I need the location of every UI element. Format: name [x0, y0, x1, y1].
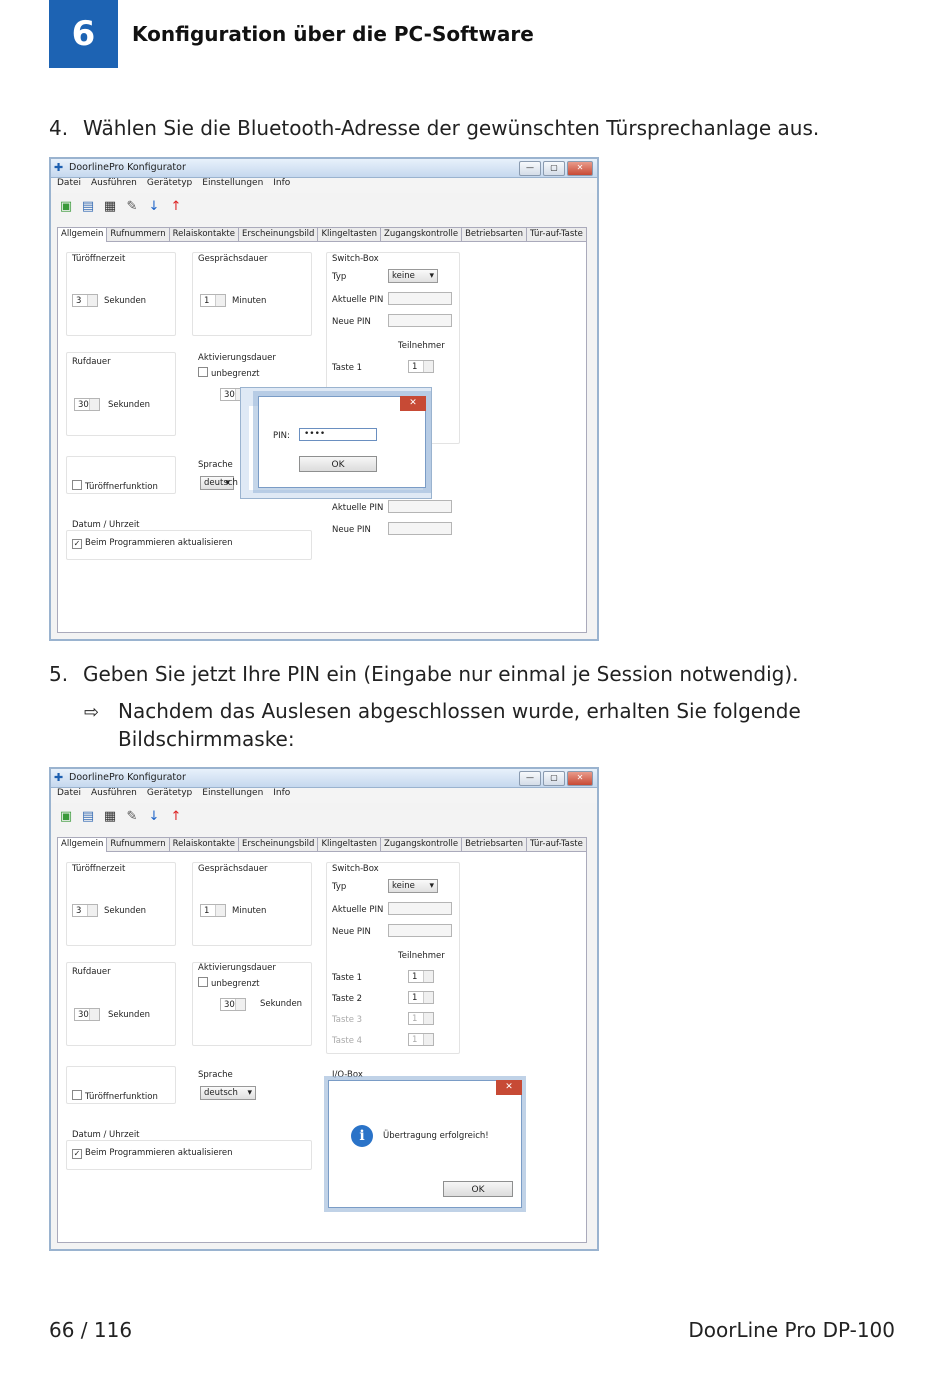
- page-number: 66 / 116: [49, 1318, 133, 1342]
- teilnehmer-label: Teilnehmer: [398, 341, 445, 351]
- pin-ok-button[interactable]: OK: [299, 456, 377, 472]
- rufdauer-label: Rufdauer: [72, 357, 111, 367]
- menu-geraetetyp[interactable]: Gerätetyp: [146, 788, 193, 798]
- tab-klingeltasten[interactable]: Klingeltasten: [317, 837, 381, 851]
- tab-tuer-auf-taste[interactable]: Tür-auf-Taste: [526, 227, 587, 241]
- neue-pin-field[interactable]: [388, 314, 452, 327]
- minimize-button[interactable]: —: [519, 771, 541, 786]
- settings-panel: [57, 852, 587, 1243]
- aktivierungsdauer-unit: Sekunden: [260, 999, 303, 1009]
- toolbar: [51, 805, 597, 829]
- tab-klingeltasten[interactable]: Klingeltasten: [317, 227, 381, 241]
- tueroeffnerzeit-spinner[interactable]: 3: [72, 294, 98, 307]
- screenshot-success: [49, 767, 599, 1251]
- unbegrenzt-checkbox[interactable]: unbegrenzt: [198, 367, 260, 379]
- sprache-select[interactable]: deutsch ▾: [200, 476, 234, 490]
- unbegrenzt-checkbox[interactable]: unbegrenzt: [198, 977, 260, 989]
- result-line-1: [84, 697, 801, 727]
- taste-3-label: Taste 3: [332, 1015, 363, 1025]
- tueroeffnerzeit-unit: Sekunden: [104, 296, 147, 306]
- rufdauer-unit: Sekunden: [108, 1010, 151, 1020]
- neue-pin-label: Neue PIN: [332, 927, 371, 937]
- io-neue-pin-field[interactable]: [388, 522, 452, 535]
- chapter-number: 6: [49, 0, 118, 68]
- success-ok-button[interactable]: OK: [443, 1181, 513, 1197]
- tueroeffnerfunktion-checkbox[interactable]: Türöffnerfunktion: [72, 480, 158, 492]
- save-icon[interactable]: ▦: [103, 199, 117, 214]
- app-icon: ✚: [54, 161, 64, 174]
- result-line-2: Bildschirmmaske:: [118, 727, 295, 751]
- teilnehmer-label: Teilnehmer: [398, 951, 445, 961]
- window-titlebar: [51, 159, 597, 178]
- step-text: Geben Sie jetzt Ihre PIN ein (Eingabe nur einmal je Session notwendig).: [83, 662, 799, 686]
- tab-erscheinungsbild[interactable]: Erscheinungsbild: [238, 837, 318, 851]
- screenshot-pin-entry: [49, 157, 599, 641]
- print-icon[interactable]: ▤: [81, 809, 95, 824]
- gespraechsdauer-spinner[interactable]: 1: [200, 294, 226, 307]
- taste-1-spinner[interactable]: 1: [408, 360, 434, 373]
- gespraechsdauer-spinner[interactable]: 1: [200, 904, 226, 917]
- menu-einstellungen[interactable]: Einstellungen: [202, 788, 264, 798]
- typ-label: Typ: [332, 272, 347, 282]
- aktivierungsdauer-label: Aktivierungsdauer: [198, 353, 276, 363]
- switchbox-label: Switch-Box: [332, 864, 379, 874]
- step-number: 4.: [49, 116, 69, 140]
- aktivierungsdauer-label: Aktivierungsdauer: [198, 963, 276, 973]
- taste-2-spinner[interactable]: 1: [408, 991, 434, 1004]
- menu-ausfuehren[interactable]: Ausführen: [91, 178, 137, 188]
- download-arrow-icon[interactable]: ↓: [148, 809, 160, 824]
- datum-label: Datum / Uhrzeit: [72, 520, 140, 530]
- tueroeffnerzeit-unit: Sekunden: [104, 906, 147, 916]
- success-message: Übertragung erfolgreich!: [383, 1131, 489, 1141]
- aktivierungsdauer-spinner[interactable]: 30: [220, 998, 246, 1011]
- menu-einstellungen[interactable]: Einstellungen: [202, 178, 264, 188]
- menu-datei[interactable]: Datei: [57, 788, 82, 798]
- typ-label: Typ: [332, 882, 347, 892]
- new-file-icon[interactable]: ▣: [59, 199, 73, 214]
- tab-allgemein[interactable]: Allgemein: [57, 227, 107, 244]
- close-button[interactable]: ✕: [567, 771, 593, 786]
- step-number: 5.: [49, 662, 69, 686]
- info-icon: i: [351, 1125, 373, 1147]
- taste-1-label: Taste 1: [332, 973, 363, 983]
- menu-datei[interactable]: Datei: [57, 178, 82, 188]
- neue-pin-field[interactable]: [388, 924, 452, 937]
- gespraechsdauer-label: Gesprächsdauer: [198, 254, 268, 264]
- sprache-select[interactable]: deutsch ▾: [200, 1086, 256, 1100]
- taste-3-spinner[interactable]: 1: [408, 1012, 434, 1025]
- tab-rufnummern[interactable]: Rufnummern: [106, 227, 169, 241]
- rufdauer-label: Rufdauer: [72, 967, 111, 977]
- tab-allgemein[interactable]: Allgemein: [57, 837, 107, 854]
- sprache-label: Sprache: [198, 1070, 233, 1080]
- tueroeffnerfunktion-checkbox[interactable]: Türöffnerfunktion: [72, 1090, 158, 1102]
- rufdauer-spinner[interactable]: 30: [74, 398, 100, 411]
- step-5: [49, 662, 799, 686]
- taste-4-label: Taste 4: [332, 1036, 363, 1046]
- aktuelle-pin-field[interactable]: [388, 292, 452, 305]
- upload-arrow-icon[interactable]: ↑: [170, 809, 182, 824]
- io-aktuelle-pin-label: Aktuelle PIN: [332, 503, 384, 513]
- tueroeffnerzeit-label: Türöffnerzeit: [72, 864, 126, 874]
- tools-icon[interactable]: ✎: [126, 809, 138, 824]
- chapter-title: Konfiguration über die PC-Software: [132, 22, 534, 46]
- window-title: DoorlinePro Konfigurator: [69, 772, 186, 783]
- rufdauer-spinner[interactable]: 30: [74, 1008, 100, 1021]
- gespraechsdauer-unit: Minuten: [232, 296, 267, 306]
- pin-label: PIN:: [273, 431, 290, 441]
- result-arrow-icon: ⇨: [84, 702, 100, 723]
- minimize-button[interactable]: —: [519, 161, 541, 176]
- tab-zugangskontrolle[interactable]: Zugangskontrolle: [380, 227, 462, 241]
- typ-select[interactable]: keine ▾: [388, 269, 438, 283]
- switchbox-label: Switch-Box: [332, 254, 379, 264]
- menu-geraetetyp[interactable]: Gerätetyp: [146, 178, 193, 188]
- menu-bar: [51, 788, 597, 803]
- tab-betriebsarten[interactable]: Betriebsarten: [461, 837, 527, 851]
- upload-arrow-icon[interactable]: ↑: [170, 199, 182, 214]
- sprache-label: Sprache: [198, 460, 233, 470]
- maximize-button[interactable]: ▢: [543, 771, 565, 786]
- tab-rufnummern[interactable]: Rufnummern: [106, 837, 169, 851]
- window-title: DoorlinePro Konfigurator: [69, 162, 186, 173]
- step-4: [49, 116, 819, 140]
- tools-icon[interactable]: ✎: [126, 199, 138, 214]
- aktuelle-pin-label: Aktuelle PIN: [332, 295, 384, 305]
- typ-select[interactable]: keine ▾: [388, 879, 438, 893]
- tab-relaiskontakte[interactable]: Relaiskontakte: [169, 837, 239, 851]
- pin-input[interactable]: ••••: [299, 428, 377, 441]
- settings-panel: [57, 242, 587, 633]
- result-text-1: Nachdem das Auslesen abgeschlossen wurde, erhalten Sie folgende: [118, 699, 801, 723]
- success-dialog-close-button[interactable]: ✕: [496, 1080, 522, 1095]
- menu-info[interactable]: Info: [273, 178, 291, 188]
- save-icon[interactable]: ▦: [103, 809, 117, 824]
- taste-1-label: Taste 1: [332, 363, 363, 373]
- tab-relaiskontakte[interactable]: Relaiskontakte: [169, 227, 239, 241]
- tueroeffnerzeit-spinner[interactable]: 3: [72, 904, 98, 917]
- menu-ausfuehren[interactable]: Ausführen: [91, 788, 137, 798]
- toolbar: [51, 195, 597, 219]
- tab-tuer-auf-taste[interactable]: Tür-auf-Taste: [526, 837, 587, 851]
- io-aktuelle-pin-field[interactable]: [388, 500, 452, 513]
- datum-checkbox[interactable]: ✓ Beim Programmieren aktualisieren: [73, 1148, 233, 1158]
- datum-label: Datum / Uhrzeit: [72, 1130, 140, 1140]
- aktuelle-pin-label: Aktuelle PIN: [332, 905, 384, 915]
- menu-info[interactable]: Info: [273, 788, 291, 798]
- io-neue-pin-label: Neue PIN: [332, 525, 371, 535]
- tab-bar: [57, 837, 587, 852]
- aktuelle-pin-field[interactable]: [388, 902, 452, 915]
- pin-dialog: [258, 396, 426, 488]
- product-name: DoorLine Pro DP-100: [688, 1318, 895, 1342]
- tab-erscheinungsbild[interactable]: Erscheinungsbild: [238, 227, 318, 241]
- pin-dialog-close-button[interactable]: ✕: [400, 396, 426, 411]
- taste-4-spinner[interactable]: 1: [408, 1033, 434, 1046]
- gespraechsdauer-unit: Minuten: [232, 906, 267, 916]
- close-button[interactable]: ✕: [567, 161, 593, 176]
- taste-1-spinner[interactable]: 1: [408, 970, 434, 983]
- app-icon: ✚: [54, 771, 64, 784]
- print-icon[interactable]: ▤: [81, 199, 95, 214]
- window-titlebar: [51, 769, 597, 788]
- menu-bar: [51, 178, 597, 193]
- step-text: Wählen Sie die Bluetooth-Adresse der gewünschten Türsprechanlage aus.: [83, 116, 820, 140]
- tab-bar: [57, 227, 587, 242]
- tueroeffnerzeit-label: Türöffnerzeit: [72, 254, 126, 264]
- tab-betriebsarten[interactable]: Betriebsarten: [461, 227, 527, 241]
- io-box-label: I/O-Box: [332, 1070, 363, 1080]
- success-dialog: [328, 1080, 522, 1208]
- neue-pin-label: Neue PIN: [332, 317, 371, 327]
- new-file-icon[interactable]: ▣: [59, 809, 73, 824]
- tab-zugangskontrolle[interactable]: Zugangskontrolle: [380, 837, 462, 851]
- gespraechsdauer-label: Gesprächsdauer: [198, 864, 268, 874]
- download-arrow-icon[interactable]: ↓: [148, 199, 160, 214]
- rufdauer-unit: Sekunden: [108, 400, 151, 410]
- taste-2-label: Taste 2: [332, 994, 363, 1004]
- maximize-button[interactable]: ▢: [543, 161, 565, 176]
- datum-checkbox[interactable]: ✓ Beim Programmieren aktualisieren: [73, 538, 233, 548]
- aktivierungsdauer-spinner[interactable]: 30: [220, 388, 246, 401]
